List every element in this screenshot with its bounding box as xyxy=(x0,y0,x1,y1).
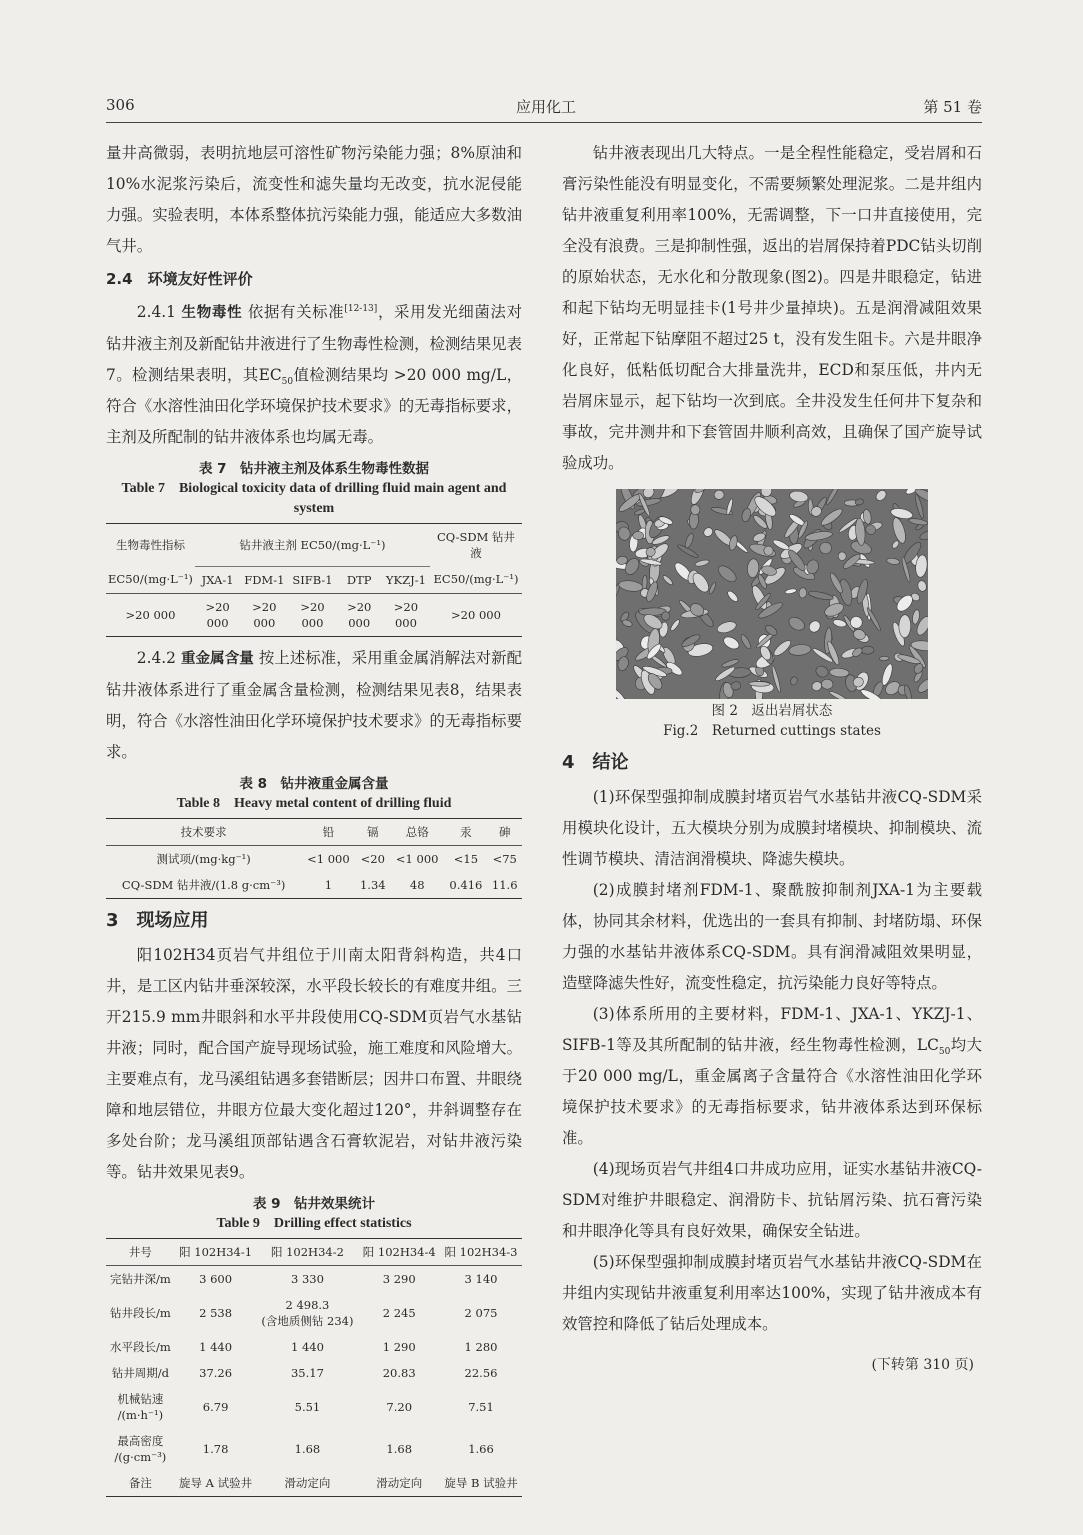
table-cell: 3 290 xyxy=(382,1271,416,1286)
table9-body xyxy=(106,1265,522,1496)
paragraph-2-4-1 xyxy=(106,297,522,453)
t8-header: 汞 xyxy=(444,818,487,845)
table-cell: 完钻井深/m xyxy=(109,1271,171,1286)
table-cell: 6.79 xyxy=(202,1399,229,1414)
t8-header: 技术要求 xyxy=(106,818,301,845)
text-run: ，采用发光细菌法对钻井液主剂及新配钻井液进行了生物毒性检测，检测结果见表7。检测结果表明，其EC xyxy=(106,303,522,384)
table-cell: 2 075 xyxy=(464,1305,498,1320)
text-run: 依据有关标准 xyxy=(247,303,345,321)
t9-header: 阳 102H34-1 xyxy=(175,1238,257,1265)
table-cell: 2 538 xyxy=(199,1305,233,1320)
table9-caption xyxy=(106,1194,522,1234)
table-row xyxy=(106,1428,522,1470)
table-row xyxy=(106,1292,522,1334)
table-cell: 1.34 xyxy=(359,877,386,892)
table-cell: 1 290 xyxy=(382,1339,416,1354)
table-cell: <1 000 xyxy=(395,851,439,866)
cuttings-photo-image xyxy=(616,489,928,699)
figure2-caption xyxy=(562,701,982,741)
table-cell: CQ-SDM 钻井液/(1.8 g·cm⁻³) xyxy=(121,877,286,892)
t7-h-group: 钻井液主剂 EC50/(mg·L⁻¹) xyxy=(195,524,430,567)
subscript: 50 xyxy=(938,1047,951,1058)
table-cell: 旋导 B 试验井 xyxy=(444,1475,518,1490)
table-cell: 旋导 A 试验井 xyxy=(179,1475,253,1490)
table9-caption-en: Table 9 Drilling effect statistics xyxy=(216,1215,412,1231)
right-column xyxy=(562,138,982,1381)
table-cell: 11.6 xyxy=(491,877,518,892)
table-row xyxy=(106,1386,522,1428)
cutting-shard xyxy=(879,656,889,661)
table-cell: 1 440 xyxy=(290,1339,324,1354)
table7-caption-en: Table 7 Biological toxicity data of drilling fluid main agent and system xyxy=(121,481,507,516)
table-row xyxy=(106,1360,522,1386)
table-cell: <15 xyxy=(453,851,479,866)
t7-h-left1: 生物毒性指标 xyxy=(115,538,185,552)
table-cell: 备注 xyxy=(128,1475,152,1490)
table-cell: >20 000 xyxy=(451,607,501,622)
table-cell: 钻井周期/d xyxy=(111,1365,169,1380)
table-cell: 3 600 xyxy=(199,1271,233,1286)
subscript: 50 xyxy=(281,377,294,388)
figure2-caption-cn: 图 2 返出岩屑状态 xyxy=(711,703,833,719)
conclusion-3 xyxy=(562,999,982,1154)
table8-caption xyxy=(106,774,522,814)
subsection-title: 重金属含量 xyxy=(180,650,254,667)
t8-header: 镉 xyxy=(356,818,391,845)
t9-header: 井号 xyxy=(106,1238,175,1265)
t7-col: SIFB-1 xyxy=(288,566,336,593)
cuttings-photo xyxy=(616,489,928,699)
table-cell: 7.20 xyxy=(386,1399,413,1414)
table-cell: >20 000 xyxy=(393,599,419,630)
table-cell: >20 000 xyxy=(252,599,277,630)
table-cell: <20 xyxy=(360,851,385,866)
conclusion-5: (5)环保型强抑制成膜封堵页岩气水基钻井液CQ-SDM在井组内实现钻井液重复利用率达100%，实现了钻井液成本有效管控和降低了钻后处理成本。 xyxy=(562,1253,982,1333)
table-cell: 最高密度 /(g·cm⁻³) xyxy=(114,1433,167,1464)
table7-caption-cn: 表 7 钻井液主剂及体系生物毒性数据 xyxy=(198,461,430,477)
paragraph-pollution: 量井高微弱，表明抗地层可溶性矿物污染能力强；8%原油和10%水泥浆污染后，流变性和滤失量均无改变，抗水泥侵能力强。实验表明，本体系整体抗污染能力强，能适应大多数油气井。 xyxy=(106,144,522,255)
table-cell: 1 xyxy=(324,877,333,892)
t7-col: FDM-1 xyxy=(240,566,288,593)
table-row xyxy=(106,872,522,899)
table-row xyxy=(106,593,522,636)
table-cell: 1.78 xyxy=(202,1441,229,1456)
table-cell: 20.83 xyxy=(382,1365,416,1380)
subsection-number: 2.4.2 xyxy=(136,648,176,667)
table-cell: <75 xyxy=(492,851,517,866)
t7-h-right1: CQ-SDM 钻井液 xyxy=(436,530,516,560)
table-row xyxy=(106,1265,522,1292)
table8 xyxy=(106,818,522,899)
volume-label: 第 51 卷 xyxy=(923,98,982,116)
table-row xyxy=(106,1334,522,1360)
table7-caption xyxy=(106,459,522,519)
table-cell: 37.26 xyxy=(199,1365,233,1380)
table-cell: 2 245 xyxy=(382,1305,416,1320)
table-cell: 3 330 xyxy=(290,1271,324,1286)
table-cell: 1 280 xyxy=(464,1339,498,1354)
conclusion-2: (2)成膜封堵剂FDM-1、聚酰胺抑制剂JXA-1为主要载体，协同其余材料，优选出的一套具有抑制、封堵防塌、环保力强的水基钻井液体系CQ-SDM。具有润滑减阻效果明显，造壁降滤失性好，流变性稳定，抗污染能力良好等特点。 xyxy=(562,881,982,992)
table-cell: 48 xyxy=(409,877,425,892)
table-cell: 3 140 xyxy=(464,1271,498,1286)
table-cell: 1.66 xyxy=(468,1441,494,1456)
section-3-heading: 3 现场应用 xyxy=(106,909,209,931)
conclusion-1: (1)环保型强抑制成膜封堵页岩气水基钻井液CQ-SDM采用模块化设计，五大模块分别为成膜封堵模块、抑制模块、流性调节模块、清洁润滑模块、降滤失模块。 xyxy=(562,788,982,868)
table7 xyxy=(106,523,522,637)
table-cell: 1.68 xyxy=(294,1441,321,1456)
table-cell: 22.56 xyxy=(464,1365,498,1380)
text-run: (3)体系所用的主要材料，FDM-1、JXA-1、YKZJ-1、SIFB-1等及其所配制的钻井液，经生物毒性检测，LC xyxy=(562,1005,982,1054)
figure2-caption-en: Fig.2 Returned cuttings states xyxy=(663,723,881,739)
table-row xyxy=(106,845,522,872)
section-2-4-heading: 2.4 环境友好性评价 xyxy=(106,270,253,288)
t8-header: 砷 xyxy=(487,818,522,845)
paragraph-2-4-2 xyxy=(106,643,522,768)
subsection-title: 生物毒性 xyxy=(181,305,243,321)
page-number: 306 xyxy=(106,96,135,114)
table9-caption-cn: 表 9 钻井效果统计 xyxy=(252,1195,376,1212)
table-cell: 35.17 xyxy=(290,1365,324,1380)
table-cell: 1.68 xyxy=(386,1441,413,1456)
table-cell: <1 000 xyxy=(307,851,350,866)
citation-ref[interactable]: [12-13] xyxy=(344,303,378,314)
running-header xyxy=(106,92,982,123)
table-cell: 滑动定向 xyxy=(376,1475,423,1490)
table-cell: >20 000 xyxy=(205,599,230,630)
table-cell: 机械钻速 /(m·h⁻¹) xyxy=(117,1391,164,1422)
table-cell: 0.416 xyxy=(449,877,483,892)
table-cell: 5.51 xyxy=(294,1399,321,1414)
cutting-shard xyxy=(899,615,911,638)
t7-h-right2: EC50/(mg·L⁻¹) xyxy=(430,566,522,593)
table-cell: 水平段长/m xyxy=(109,1339,171,1354)
table8-caption-cn: 表 8 钻井液重金属含量 xyxy=(239,775,389,792)
t7-col: YKZJ-1 xyxy=(382,566,430,593)
table-cell: 2 498.3 (含地质侧钻 234) xyxy=(261,1297,354,1328)
table-cell: 测试项/(mg·kg⁻¹) xyxy=(156,851,251,866)
table-cell: >20 000 xyxy=(300,599,325,630)
table-row xyxy=(106,1470,522,1497)
table-cell: 钻井段长/m xyxy=(109,1305,171,1320)
journal-name: 应用化工 xyxy=(515,98,576,116)
t9-header: 阳 102H34-2 xyxy=(257,1238,359,1265)
text-run: 值检测结果均 >20 000 mg/L，符合《水溶性油田化学环境保护技术要求》的无毒指标要求，主剂及所配制的钻井液体系也均属无毒。 xyxy=(106,366,522,446)
cutting-shard xyxy=(861,646,874,654)
table8-caption-en: Table 8 Heavy metal content of drilling fluid xyxy=(176,795,452,811)
t7-col: JXA-1 xyxy=(195,566,240,593)
t7-h-left2: EC50/(mg·L⁻¹) xyxy=(106,566,195,593)
table-cell: 1 440 xyxy=(199,1339,233,1354)
continued-note: (下转第 310 页) xyxy=(871,1357,974,1373)
text-run: 均大于20 000 mg/L，重金属离子含量符合《水溶性油田化学环境保护技术要求》的无毒指标要求，钻井液体系达到环保标准。 xyxy=(562,1036,982,1147)
t9-header: 阳 102H34-4 xyxy=(358,1238,440,1265)
table-cell: >20 000 xyxy=(347,599,372,630)
conclusion-4: (4)现场页岩气井组4口井成功应用，证实水基钻井液CQ-SDM对维护井眼稳定、润滑防卡、抗钻屑污染、抗石膏污染和井眼净化等具有良好效果，确保安全钻进。 xyxy=(562,1160,982,1240)
t9-header: 阳 102H34-3 xyxy=(440,1238,522,1265)
t8-header: 总铬 xyxy=(390,818,444,845)
t8-header: 铅 xyxy=(301,818,355,845)
paragraph-field-application: 阳102H34页岩气井组位于川南太阳背斜构造，共4口井，是工区内钻井垂深较深，水平段长较长的有难度井组。三开215.9 mm井眼斜和水平井段使用CQ-SDM页岩气水基钻井液；同时，配合国产旋导现场试验，施工难度和风险增大。主要难点有，龙马溪组钻遇多套错断层；因井口布置、井眼绕障和地层错位，井眼方位最大变化超过120°，井斜调整存在多处台阶；龙马溪组顶部钻遇含石膏软泥岩，对钻井液污染等。钻井效果见表9。 xyxy=(106,945,522,1181)
cutting-shard xyxy=(633,531,644,539)
left-column xyxy=(106,138,522,1497)
table-cell: >20 000 xyxy=(125,607,176,622)
text-run: 按上述标准，采用重金属消解法对新配钻井液体系进行了重金属含量检测，检测结果见表8，结果表明，符合《水溶性油田化学环境保护技术要求》的无毒指标要求。 xyxy=(106,648,522,761)
table-cell: 滑动定向 xyxy=(284,1475,331,1490)
paragraph-features: 钻井液表现出几大特点。一是全程性能稳定，受岩屑和石膏污染性能没有明显变化，不需要频繁处理泥浆。二是井组内钻井液重复利用率100%，无需调整，下一口井直接使用，完全没有浪费。三是抑制性强，返出的岩屑保持着PDC钻头切削的原始状态，无水化和分散现象(图2)。四是井眼稳定，钻进和起下钻均无明显挂卡(1号井少量掉块)。五是润滑减阻效果好，正常起下钻摩阻不超过25 t，没有发生阻卡。六是井眼净化良好，低粘低切配合大排量洗井，ECD和泵压低，井内无岩屑床显示，起下钻均一次到底。全井没发生任何井下复杂和事故，完井测井和下套管固井顺利高效，且确保了国产旋导试验成功。 xyxy=(562,144,982,472)
subsection-number: 2.4.1 xyxy=(136,303,176,321)
section-4-heading: 4 结论 xyxy=(562,752,629,773)
table9 xyxy=(106,1238,522,1497)
table-cell: 7.51 xyxy=(468,1399,494,1414)
cutting-shard xyxy=(749,681,770,686)
t7-col: DTP xyxy=(337,566,382,593)
